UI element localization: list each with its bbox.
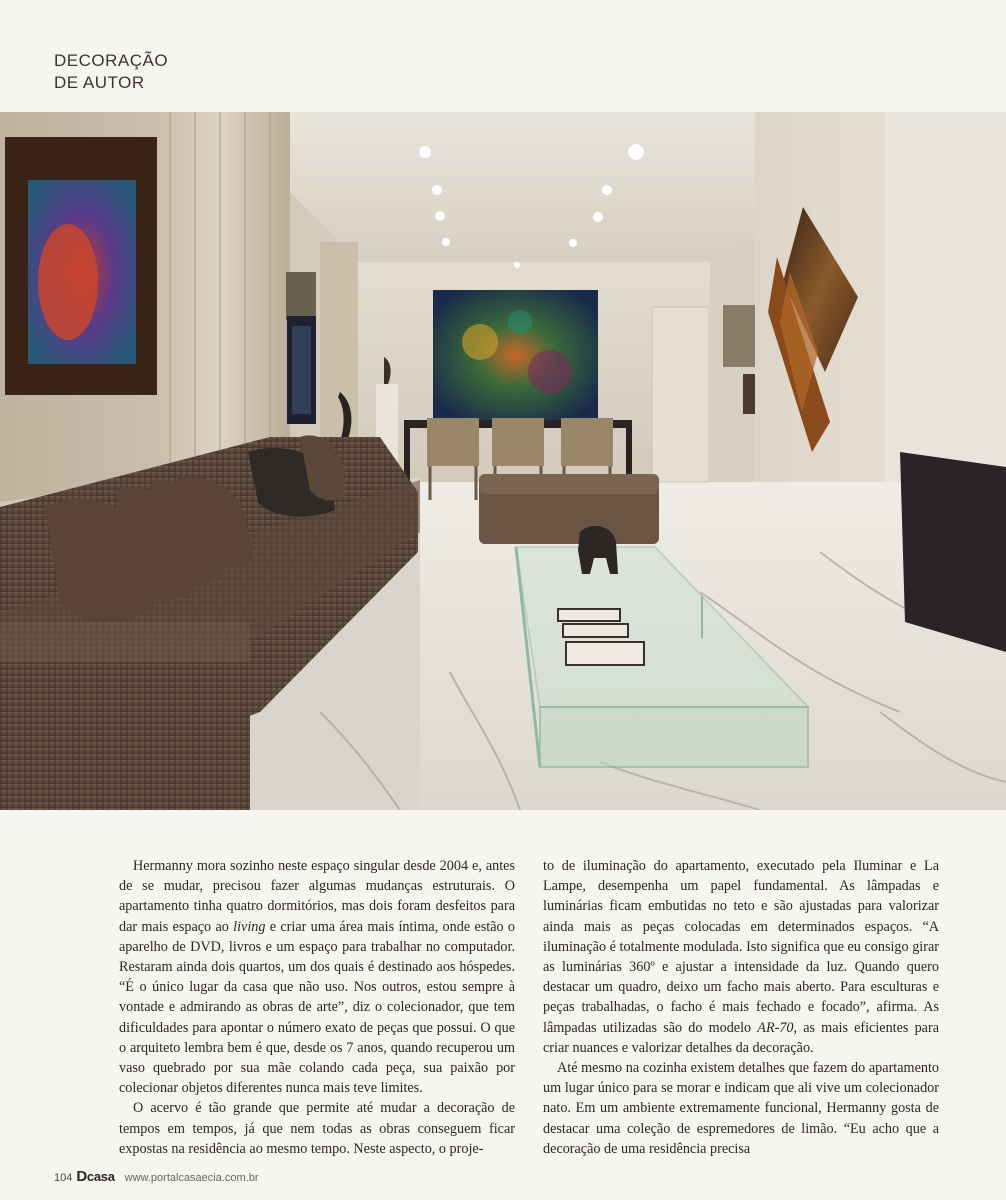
page-number: 104 xyxy=(54,1172,73,1184)
paragraph: Até mesmo na cozinha existem detalhes que fazem do apartamento um lugar único para se morar e indicam que ali vive um colecionador nato. Em um ambiente extremamente funcional, Hermanny gosta de destacar uma coleção de espremedores de limão. “Eu acho que a decoração de uma residência precisa xyxy=(543,1060,939,1157)
article-column-right xyxy=(543,856,939,1157)
paragraph xyxy=(543,856,939,1058)
article-column-left xyxy=(119,856,516,1157)
logo-text: casa xyxy=(86,1169,115,1184)
page-footer xyxy=(54,1168,259,1184)
italic-term: AR-70 xyxy=(757,1019,794,1036)
living-room-photo xyxy=(0,112,1006,810)
paragraph-text: e criar uma área mais íntima, onde estão o aparelho de DVD, livros e um espaço para trabalhar no computador. Restaram ainda dois quartos, um dos quais é destinado aos hóspedes. “É o único lugar da casa que não uso. Nos outros, estou sempre à vontade e admirando as obras de arte”, diz o colecionador, que tem dificuldades para apontar o número exato de peças que possui. O que o arquiteto lembra bem é que, desde os 7 anos, quando recuperou um vaso quebrado por sua mãe colando cada peça, sua paixão por colecionar objetos diferentes nunca mais teve limites. xyxy=(119,918,516,1097)
article-body xyxy=(119,856,939,1157)
section-header-line2: DE AUTOR xyxy=(54,73,145,92)
italic-term: living xyxy=(233,918,266,935)
paragraph-text: Hermanny mora sozinho neste espaço singular desde 2004 e, antes de se mudar, precisou fazer algumas mudanças estruturais. O apartamento tinha quatro dormitórios, mas dois foram desfeitos para dar mais espaço ao xyxy=(119,858,515,935)
section-header-line1: DECORAÇÃO xyxy=(54,51,169,70)
paragraph: O acervo é tão grande que permite até mudar a decoração de tempos em tempos, já que nem todas as obras conseguem ficar expostas na residência ao mesmo tempo. Neste aspecto, o proje- xyxy=(119,1100,515,1157)
section-header xyxy=(54,50,168,94)
paragraph-text: to de iluminação do apartamento, executado pela Iluminar e La Lampe, desempenha um papel fundamental. As lâmpadas e luminárias ficam embutidas no teto e são ajustadas para valorizar ainda mais as peças colocadas em determinados espaços. “A iluminação é totalmente modulada. Isto significa que eu consigo girar as luminárias 360º e ajustar a intensidade da luz. Quando quero destacar um quadro, deixo um facho mais aberto. Para esculturas e peças trabalhadas, o facho é mais fechado e focado”, afirma. As lâmpadas utilizadas são do modelo xyxy=(543,858,939,1036)
logo-letter: D xyxy=(76,1168,87,1185)
paragraph xyxy=(119,856,515,1098)
magazine-logo xyxy=(76,1168,114,1185)
paragraph-text: , as mais eficientes para criar nuances e valorizar detalhes da decoração. xyxy=(543,1019,939,1056)
website-url: www.portalcasaecia.com.br xyxy=(124,1172,259,1184)
